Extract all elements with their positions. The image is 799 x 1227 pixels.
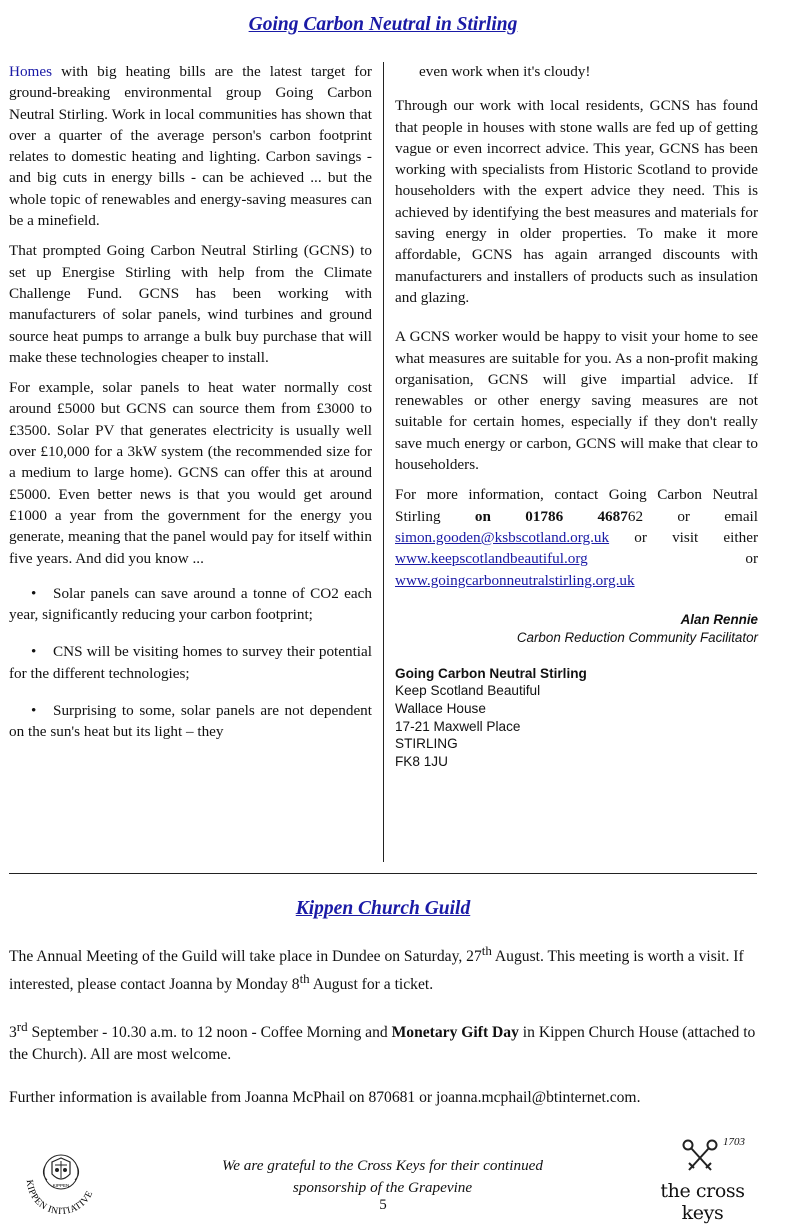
guild-paragraph-info: Further information is available from Joanna McPhail on 870681 or joanna.mcphail@btinternet.com. [9, 1088, 641, 1106]
gcns-website-link[interactable]: www.goingcarbonneutralstirling.org.uk [395, 571, 635, 589]
cross-keys-wordmark: the cross keys [660, 1180, 745, 1224]
address-line: STIRLING [395, 736, 458, 752]
address-line: 17-21 Maxwell Place [395, 718, 521, 734]
phone-number-rest: 62 or email [627, 507, 758, 525]
crossed-keys-icon [680, 1138, 720, 1174]
cross-keys-year: 1703 [723, 1136, 745, 1148]
ordinal-suffix: rd [16, 1019, 28, 1035]
article-title: Going Carbon Neutral in Stirling [248, 14, 518, 35]
guild-title: Kippen Church Guild [295, 898, 471, 919]
list-item [9, 583, 372, 626]
signature-block [395, 611, 758, 647]
address-block [395, 665, 758, 771]
gift-day-bold: Monetary Gift Day [391, 1024, 519, 1042]
list-item-text: Solar panels can save around a tonne of CO2 each year, significantly reducing your carbon footprint; [9, 584, 372, 624]
list-item [9, 641, 372, 684]
paragraph-example: For example, solar panels to heat water normally cost around £5000 but GCNS can source them from £3000 to £3500. Solar PV that generates electricity is usually well over £10,000 for a 3kW system (the recommended size for a medium to large home). GCNS can offer this at around £5000. Even better news is that you would get around £1000 a year from the government for the energy you generate, meaning that the panel would pay for itself within five years. And did you know ... [9, 379, 372, 567]
address-line: FK8 1JU [395, 753, 448, 769]
visit-text: or visit either [609, 528, 758, 546]
paragraph-continued: even work when it's cloudy! [419, 63, 591, 80]
guild-paragraph-meeting [9, 940, 761, 995]
paragraph-contact [395, 484, 758, 590]
left-column [9, 61, 372, 759]
paragraph-gcns: That prompted Going Carbon Neutral Stirling (GCNS) to set up Energise Stirling with help from the Climate Challenge Fund. GCNS has been working with manufacturers of solar panels, wind turbines and ground source heat pumps to arrange a bulk buy purchase that will make these technologies cheaper to install. [9, 242, 372, 366]
guild-paragraph-coffee [9, 1016, 761, 1065]
list-item [9, 700, 372, 743]
list-item-text: Surprising to some, solar panels are not dependent on the sun's heat but its light – they [9, 702, 372, 741]
svg-text:KIPPEN INITIATIVE: KIPPEN INITIATIVE [23, 1179, 96, 1218]
section-divider [9, 873, 757, 874]
guild-text: September - 10.30 a.m. to 12 noon - Coffee Morning and [27, 1024, 392, 1042]
paragraph-visit: A GCNS worker would be happy to visit your home to see what measures are suitable for you. As a non-profit making organisation, GCNS will give impartial advice. If renewables or other energy saving measures are not suitable for certain homes, especially if they don't really save much energy or carbon, GCNS will make that clear to householders. [395, 328, 758, 474]
sponsor-note [170, 1155, 595, 1198]
intro-text: with big heating bills are the latest target for ground-breaking environmental group Going Carbon Neutral Stirling. Work in local communities has shown that over a quarter of the average person's carbon footprint relates to domestic heating and lighting. Carbon savings - and big cuts in energy bills - can be achieved ... but the whole topic of renewables and energy-saving measures can be a minefield. [9, 63, 372, 230]
address-org: Going Carbon Neutral Stirling [395, 665, 587, 681]
sponsor-line: We are grateful to the Cross Keys for their continued [221, 1157, 544, 1174]
guild-text: in Kippen Church House (attached to the Church). All are most welcome. [9, 1024, 756, 1064]
guild-section [9, 940, 761, 1129]
paragraph-historic-scotland: Through our work with local residents, GCNS has found that people in houses with stone walls are fed up of getting vague or even incorrect advice. This year, GCNS has been working with specialists from Historic Scotland to provide householders with the expert advice they need. This is achieved by identifying the best measures and materials for saving energy in older properties. To make it more affordable, GCNS has again arranged discounts with manufacturers and installers of products such as insulation and glazing. [395, 97, 758, 306]
ordinal-suffix: th [299, 970, 310, 986]
right-column [395, 61, 758, 770]
phone-number-bold: on 01786 4687 [474, 507, 628, 525]
keep-scotland-beautiful-link[interactable]: www.keepscotlandbeautiful.org [395, 550, 588, 568]
guild-text: The Annual Meeting of the Guild will take place in Dundee on Saturday, 27 [9, 948, 482, 966]
address-line: Wallace House [395, 701, 486, 717]
signature-role: Carbon Reduction Community Facilitator [516, 629, 758, 645]
svg-text:KIPPEN: KIPPEN [52, 1183, 70, 1188]
guild-text: August. This meeting is worth a visit. If interested, please contact Joanna by Monday 8 [9, 948, 744, 993]
bullet-icon: • [31, 584, 37, 602]
guild-text: 3 [9, 1024, 17, 1042]
guild-text: August for a ticket. [309, 975, 434, 993]
contact-intro: For more information, contact Going Carbon Neutral Stirling [395, 486, 758, 525]
bullet-icon: • [31, 702, 37, 720]
or-text: or [587, 550, 758, 568]
cross-keys-logo [640, 1136, 765, 1224]
ordinal-suffix: th [481, 943, 492, 958]
paragraph-intro [9, 61, 372, 231]
column-divider [383, 62, 384, 862]
signature-name: Alan Rennie [680, 611, 758, 627]
sponsor-line: sponsorship of the Grapevine [292, 1178, 473, 1196]
intro-first-word: Homes [9, 63, 53, 80]
list-item-text: CNS will be visiting homes to survey their potential for the different technologies; [9, 643, 372, 682]
email-link[interactable]: simon.gooden@ksbscotland.org.uk [395, 528, 610, 546]
did-you-know-list [9, 583, 372, 743]
page-number: 5 [379, 1197, 387, 1213]
address-line: Keep Scotland Beautiful [395, 683, 541, 699]
bullet-icon: • [31, 643, 37, 661]
